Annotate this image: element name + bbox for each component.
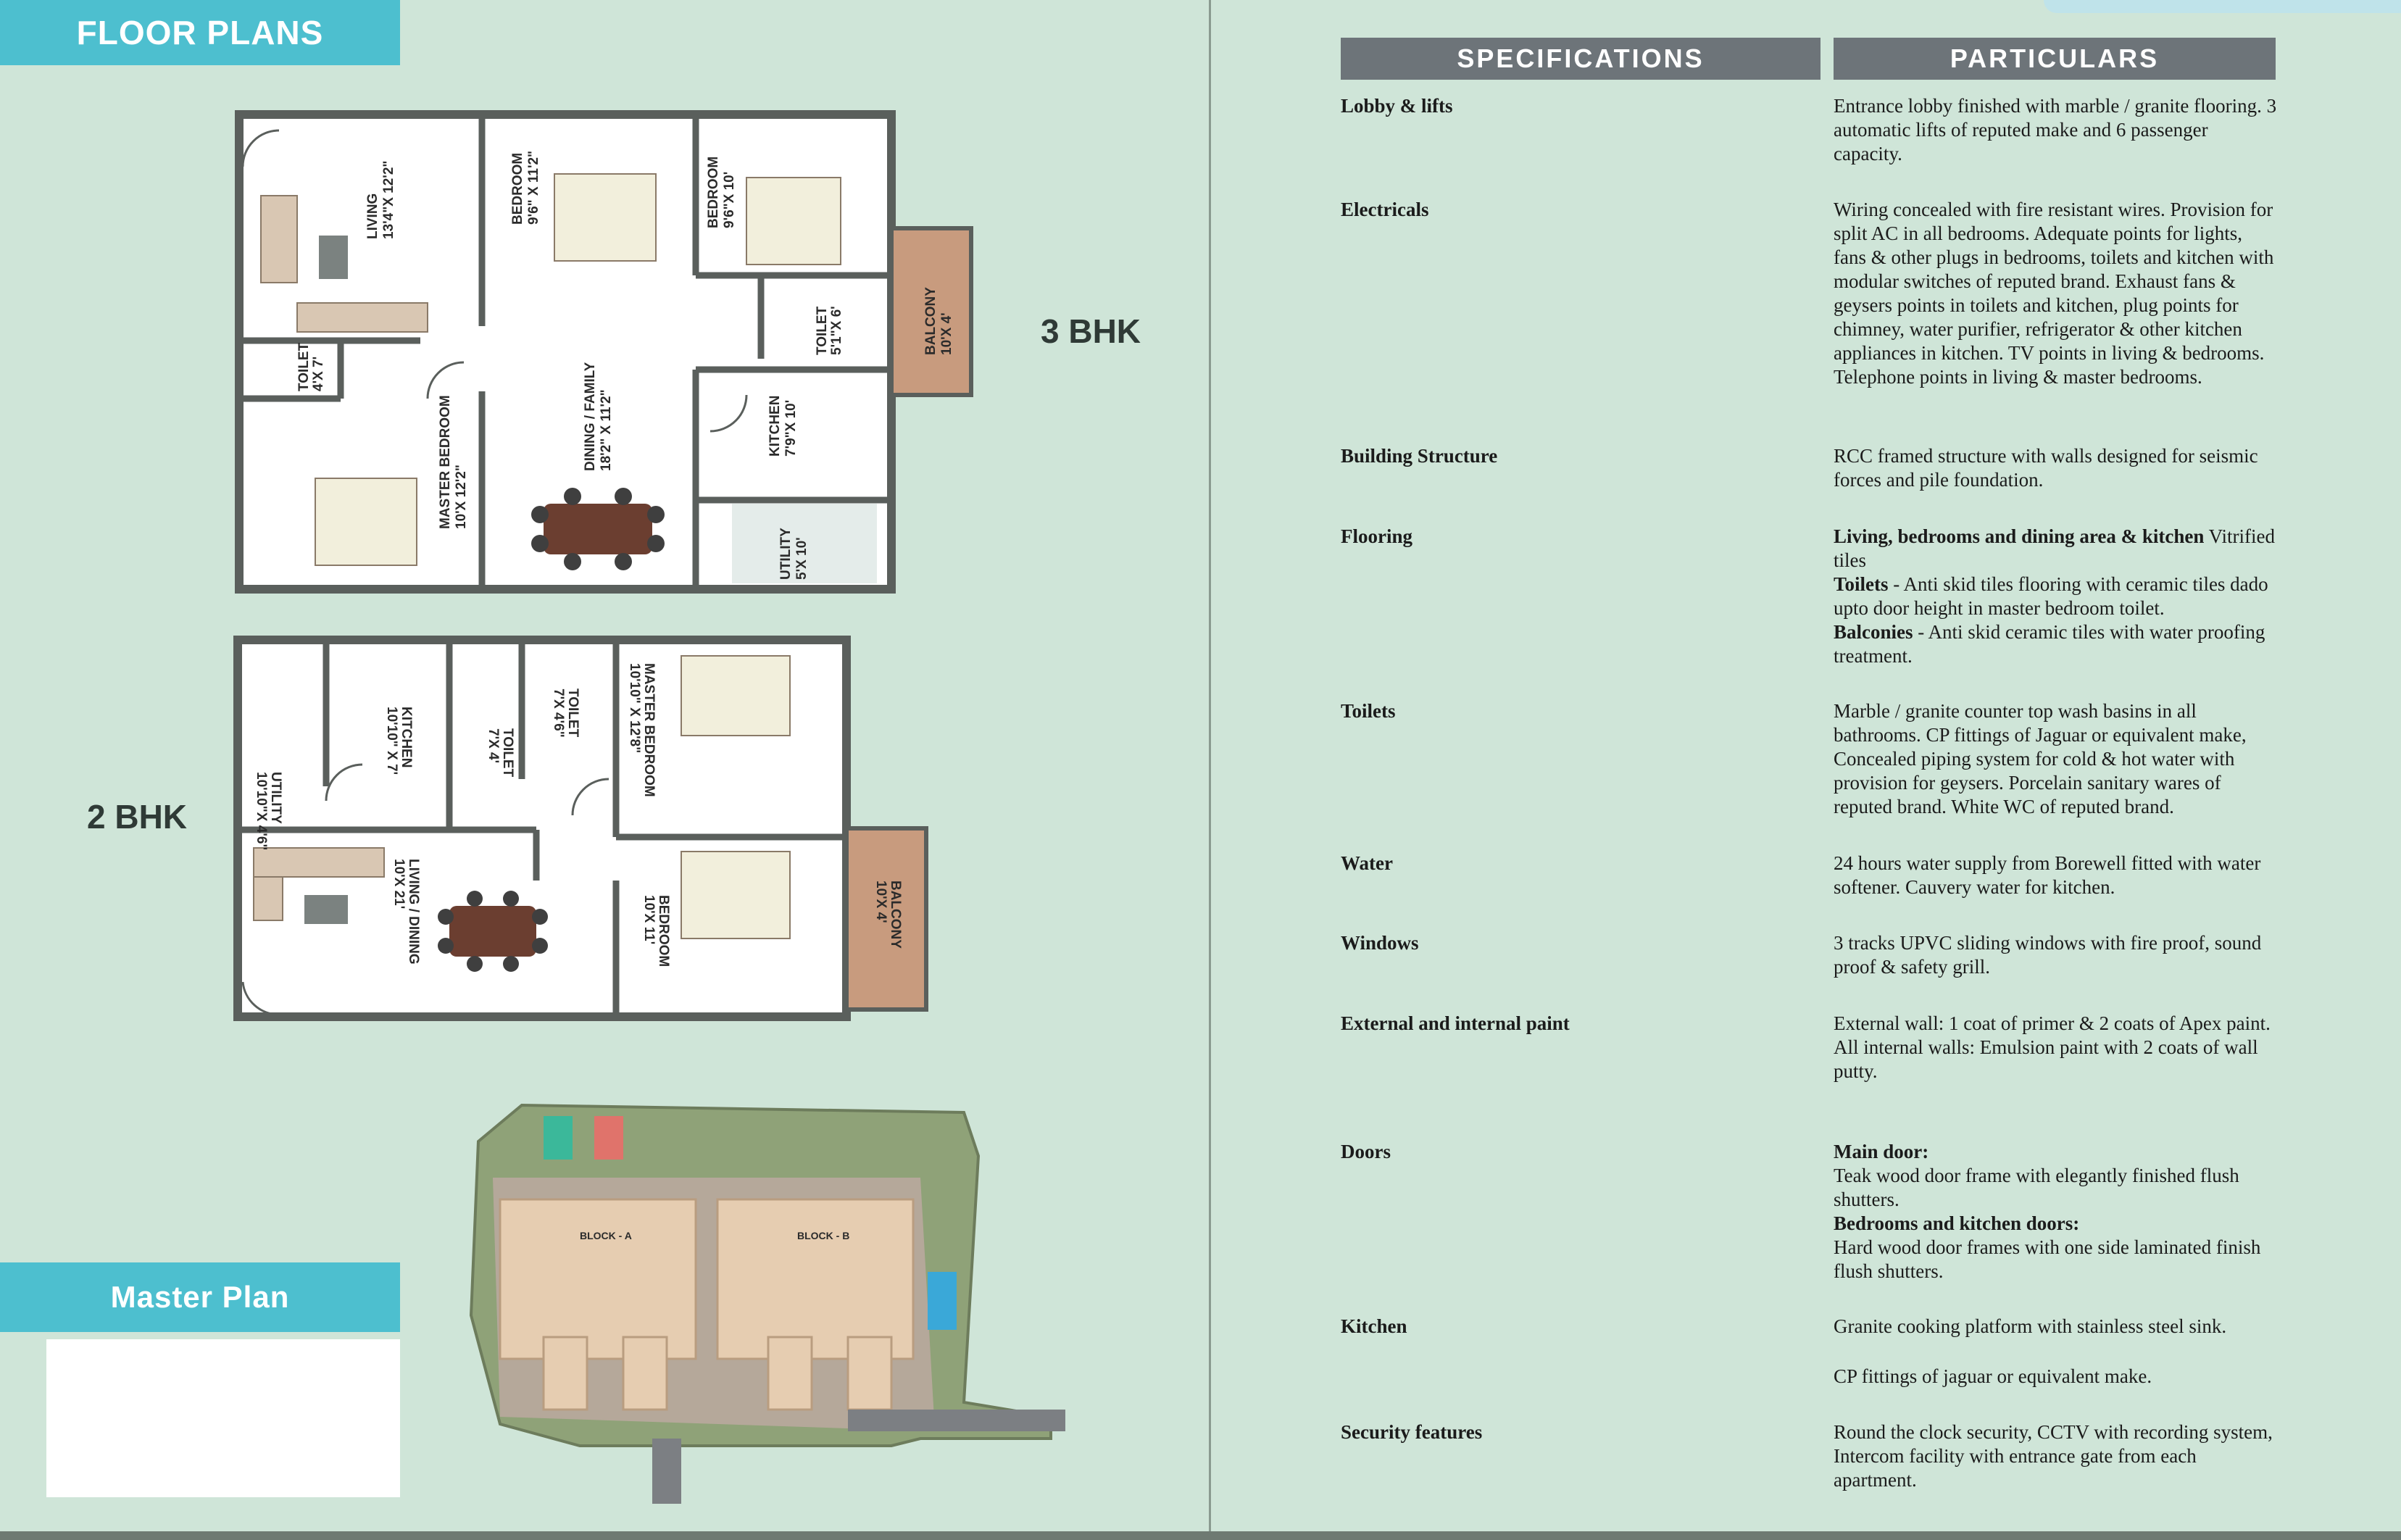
page-divider <box>1209 0 1211 1540</box>
flooring-part2-text: - Anti skid tiles flooring with ceramic tiles dado upto door height in master bedroom toilet. <box>1834 573 2268 619</box>
room-utility-2bhk: UTILITY <box>268 772 283 824</box>
spec-name: Lobby & lifts <box>1341 95 1453 117</box>
spec-name: Security features <box>1341 1421 1483 1443</box>
room-kitchen-size-3bhk: 7'9"X 10' <box>783 399 799 457</box>
kitchen-line2: CP fittings of jaguar or equivalent make. <box>1834 1365 2152 1387</box>
room-bed2-size-3bhk: 9'6"X 10' <box>722 171 737 228</box>
room-toilet1-size-2bhk: 7'X 4' <box>486 728 501 764</box>
room-toilet2-3bhk: TOILET <box>815 306 830 355</box>
spec-value-doors <box>1834 1140 2277 1283</box>
flooring-part1-text: Vitrified tiles <box>1834 525 2275 571</box>
room-bed-2bhk: BEDROOM <box>656 895 671 967</box>
paint-external: External wall: 1 coat of primer & 2 coats of Apex paint. <box>1834 1012 2271 1034</box>
room-living-size-3bhk: 13'4"X 12'2" <box>381 160 396 239</box>
master-plan-block-a: BLOCK - A <box>580 1230 632 1241</box>
room-utility-size-3bhk: 5'X 10' <box>794 537 810 580</box>
doors-bedroom-bold: Bedrooms and kitchen doors: <box>1834 1212 2080 1234</box>
spec-value: RCC framed structure with walls designed for seismic forces and pile foundation. <box>1834 445 2258 491</box>
room-dining-size-3bhk: 18'2" X 11'2" <box>599 389 614 471</box>
room-living-2bhk: LIVING / DINING <box>406 859 421 965</box>
bottom-rule <box>0 1531 2401 1540</box>
room-bed1-size-3bhk: 9'6" X 11'2" <box>526 150 541 225</box>
room-bed-size-2bhk: 10'X 11' <box>641 895 657 945</box>
flooring-part1-bold: Living, bedrooms and dining area & kitchen <box>1834 525 2205 547</box>
master-plan-image <box>457 1098 1065 1504</box>
label-3bhk: 3 BHK <box>1041 312 1141 350</box>
spec-value: Entrance lobby finished with marble / granite flooring. 3 automatic lifts of reputed make and 6 passenger capacity. <box>1834 95 2277 165</box>
spec-value-kitchen <box>1834 1315 2277 1389</box>
paint-internal: All internal walls: Emulsion paint with 2 coats of wall putty. <box>1834 1036 2258 1082</box>
spec-value-paint <box>1834 1012 2277 1083</box>
room-toilet2-2bhk: TOILET <box>565 688 581 738</box>
top-accent-bar <box>2044 0 2401 13</box>
spec-name: External and internal paint <box>1341 1012 1570 1034</box>
doors-main-text: Teak wood door frame with elegantly finished flush shutters. <box>1834 1165 2239 1210</box>
room-kitchen-2bhk: KITCHEN <box>399 707 414 768</box>
flooring-part3-bold: Balconies <box>1834 621 1913 643</box>
label-2bhk: 2 BHK <box>87 798 188 836</box>
spec-name: Windows <box>1341 932 1419 954</box>
room-toilet2-size-3bhk: 5'1"X 6' <box>829 306 844 355</box>
room-dining-3bhk: DINING / FAMILY <box>583 362 598 471</box>
doors-main-bold: Main door: <box>1834 1141 1929 1162</box>
spec-name: Flooring <box>1341 525 1412 547</box>
flooring-part3-text: - Anti skid ceramic tiles with water proofing treatment. <box>1834 621 2265 667</box>
spec-name: Electricals <box>1341 199 1429 220</box>
spec-value: Round the clock security, CCTV with recording system, Intercom facility with entrance gate from each apartment. <box>1834 1421 2273 1491</box>
room-balcony-3bhk: BALCONY <box>923 287 939 355</box>
room-utility-3bhk: UTILITY <box>778 528 794 580</box>
room-master-size-3bhk: 10'X 12'2" <box>454 465 469 529</box>
room-utility-size-2bhk: 10'10"X 4'6" <box>254 772 269 851</box>
room-kitchen-size-2bhk: 10'10" X 7' <box>384 707 399 775</box>
room-living-3bhk: LIVING <box>365 193 380 239</box>
room-bed2-3bhk: BEDROOM <box>706 156 721 228</box>
master-plan-blank-box <box>46 1339 400 1497</box>
floor-plan-2bhk <box>232 634 942 1025</box>
spec-name: Kitchen <box>1341 1315 1407 1337</box>
room-master-3bhk: MASTER BEDROOM <box>438 395 453 529</box>
room-kitchen-3bhk: KITCHEN <box>767 395 783 457</box>
flooring-part2-bold: Toilets <box>1834 573 1889 595</box>
floor-plans-title: FLOOR PLANS <box>0 0 400 65</box>
particulars-header: PARTICULARS <box>1834 38 2276 80</box>
room-bed1-3bhk: BEDROOM <box>510 152 525 225</box>
spec-name: Building Structure <box>1341 445 1498 467</box>
room-balcony-size-2bhk: 10'X 4' <box>873 881 889 923</box>
room-toilet1-3bhk: TOILET <box>296 342 312 391</box>
specifications-header: SPECIFICATIONS <box>1341 38 1820 80</box>
room-toilet2-size-2bhk: 7'X 4'6" <box>551 688 566 738</box>
master-plan-title: Master Plan <box>0 1262 400 1332</box>
spec-name: Toilets <box>1341 700 1396 722</box>
spec-value: 3 tracks UPVC sliding windows with fire proof, sound proof & safety grill. <box>1834 932 2262 978</box>
spec-value: Marble / granite counter top wash basins in all bathrooms. CP fittings of Jaguar or equivalent make, Concealed piping system for cold & hot water with provision for geysers. Porcelain sanitary wares of reputed brand. White WC of reputed brand. <box>1834 700 2247 817</box>
room-toilet1-2bhk: TOILET <box>500 728 515 778</box>
room-balcony-size-3bhk: 10'X 4' <box>939 312 954 355</box>
kitchen-line1: Granite cooking platform with stainless steel sink. <box>1834 1315 2227 1337</box>
room-balcony-2bhk: BALCONY <box>888 881 903 949</box>
master-plan-block-b: BLOCK - B <box>797 1230 850 1241</box>
floor-plan-3bhk <box>232 109 993 602</box>
spec-value: Wiring concealed with fire resistant wires. Provision for split AC in all bedrooms. Adequate points for lights, fans & other plugs in bedrooms, toilets and kitchen with modular switches of reputed brand. Exhaust fans & geysers points in toilets and kitchen, plug points for chimney, water purifier, refrigerator & other kitchen appliances in kitchen. TV points in living & bedrooms. Telephone points in living & master bedrooms. <box>1834 199 2274 388</box>
room-master-2bhk: MASTER BEDROOM <box>641 663 657 797</box>
spec-value-flooring <box>1834 525 2277 668</box>
doors-bedroom-text: Hard wood door frames with one side laminated finish flush shutters. <box>1834 1236 2261 1282</box>
room-toilet1-size-3bhk: 4'X 7' <box>311 356 326 391</box>
spec-name: Doors <box>1341 1141 1391 1162</box>
room-living-size-2bhk: 10'X 21' <box>391 859 407 910</box>
spec-name: Water <box>1341 852 1393 874</box>
room-master-size-2bhk: 10'10" X 12'8" <box>627 663 642 754</box>
spec-value: 24 hours water supply from Borewell fitted with water softener. Cauvery water for kitchen. <box>1834 852 2261 898</box>
